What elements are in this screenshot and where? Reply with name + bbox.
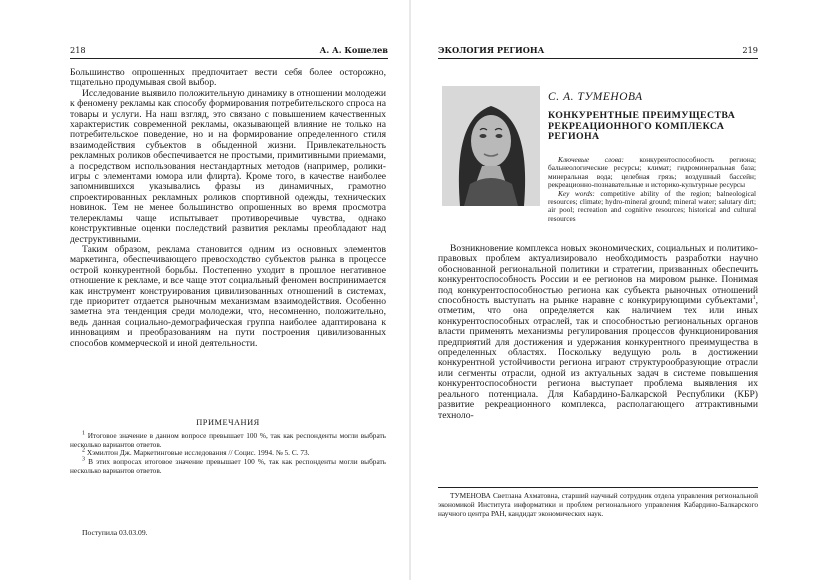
note-mark: 2 bbox=[82, 447, 85, 454]
keywords-en-text: competitive ability of the region; balneological resources; climate; hydro-mineral ground; mineral water; salutary dirt; air pool; recreation and cognitive resources; historical and cultural resources bbox=[548, 188, 756, 223]
paragraph: Таким образом, реклама становится одним из основных элементов маркетинга, обеспечивающего превосходство субъектов рынка в процессе острой конкурентной борьбы. Постепенно уходит в прошлое негативное отношение к рекламе, и все чаще этот социальный феномен воспринимается как инструмент конструирования цивилизованных отношений в системах, где приоритет отдается рыночным механизмам взаимодействия. Особенно заметна эта тенденция среди молодежи, что, несомненно, положительно, ведь данная социально-демографическая группа наиболее адаптирована к инновациям и преобразованиям на пути построения цивилизованных способов коммерческой и иной деятельности. bbox=[70, 243, 386, 349]
keywords-ru-text: конкурентоспособность региона; бальнеологические ресурсы; климат; гидроминеральная база; минеральная вода; целебная грязь; воздушный бассейн; рекреационно-познавательные и историко-культурные ресурсы bbox=[548, 155, 757, 190]
paragraph: Большинство опрошенных предпочитает вести себя более осторожно, тщательно продумывая свой выбор. bbox=[70, 67, 386, 89]
left-body-text bbox=[70, 68, 386, 349]
received-date: Поступила 03.03.09. bbox=[82, 528, 148, 537]
keywords-en bbox=[548, 190, 756, 224]
left-page-number: 218 bbox=[70, 45, 86, 55]
author-bio bbox=[438, 487, 758, 518]
keywords-en-label: Key words: bbox=[558, 188, 595, 198]
keywords-ru-label: Ключевые слова: bbox=[558, 155, 624, 164]
paragraph: Исследование выявило положительную динамику в отношении молодежи к феномену рекламы как способу формирования потребительского спроса на товары и услуги. На наш взгляд, это связано с повышением качественных характеристик современной рекламы, оказывающей влияние не только на потребительское поведение, но и на формирование определенного стиля взаимодействия субъектов в обыденной жизни. Привлекательность рекламных роликов обеспечивается не простыми, примитивными приемами, а посредством использования нестандартных методов (например, ролики-игры с элементами юмора или флирта). Кроме того, в качестве наиболее запомнившихся указывались фразы из динамичных, грамотно спроектированных рекламных роликов спортивной одежды, технических новинок. Тем не менее большинство опрошенных во время просмотра телерекламы чаще испытывает противоречивые чувства, однако конструктивные оценки последствий развития рекламы преобладают над деструктивными. bbox=[70, 87, 386, 245]
right-running-header bbox=[438, 45, 758, 59]
author-bio-text: ТУМЕНОВА Светлана Ахматовна, старший научный сотрудник отдела управления региональной экономикой Института информатики и проблем регионального управления Кабардино-Балкарского научного центра РАН, кандидат экономических наук. bbox=[438, 491, 758, 518]
author-photo bbox=[442, 86, 540, 206]
note-item bbox=[70, 432, 386, 449]
section-title: ЭКОЛОГИЯ РЕГИОНА bbox=[438, 45, 545, 55]
right-page-number: 219 bbox=[742, 45, 758, 55]
right-body-text bbox=[438, 244, 758, 421]
note-item bbox=[70, 458, 386, 475]
note-text: Итоговое значение в данном вопросе превышает 100 %, так как респонденты могли выбрать несколько вариантов ответов. bbox=[70, 431, 387, 449]
body-text-part: Возникновение комплекса новых экономических, социальных и политико-правовых проблем актуализировало необходимость разработки научно обоснованной региональной политики и стратегии, призванных обеспечить конкурентоспособность России и ее регионов на мировом рынке. Понимая под конкурентоспособностью региона как субъекта рыночных отношений способность выступать на рынке наравне с конкурирующими субъектами bbox=[438, 243, 758, 307]
paragraph bbox=[438, 244, 758, 421]
note-mark: 1 bbox=[82, 430, 85, 437]
article-title: КОНКУРЕНТНЫЕ ПРЕИМУЩЕСТВА РЕКРЕАЦИОННОГО КОМПЛЕКСА РЕГИОНА bbox=[548, 110, 736, 143]
left-running-head: А. А. Кошелев bbox=[319, 45, 388, 55]
footnote-ref: 1 bbox=[752, 294, 756, 301]
left-running-header bbox=[70, 45, 388, 59]
portrait-image bbox=[442, 86, 540, 206]
note-text: Хэмилтон Дж. Маркетинговые исследования // Социс. 1994. № 5. С. 73. bbox=[86, 448, 310, 458]
keywords-ru bbox=[548, 156, 756, 190]
body-text-part: , отметим, что она определяется как наличием тех или иных конкурентоспособных отраслей, так и способностью региональных органов власти применять механизмы регулирования процессов функционирования предприятий для достижения и удержания конкурентного преимущества в определенных областях. Поскольку ведущую роль в достижении конкурентной устойчивости региона играют структурообразующие отрасли или сегменты отрасли, одной из актуальных задач в системе повышения конкурентоспособности региона выступает проблема выявления их реального потенциала. Для Кабардино-Балкарской Республики (КБР) развитие рекреационного комплекса, располагающего аттрактивными техноло- bbox=[438, 295, 758, 421]
notes-heading: ПРИМЕЧАНИЯ bbox=[196, 418, 260, 427]
note-mark: 3 bbox=[82, 456, 85, 463]
keywords-block bbox=[548, 156, 756, 223]
note-text: В этих вопросах итоговое значение превышает 100 %, так как респонденты могли выбрать несколько вариантов ответов. bbox=[70, 457, 387, 475]
notes-list bbox=[70, 432, 386, 476]
right-page bbox=[410, 0, 820, 580]
article-author: С. А. ТУМЕНОВА bbox=[548, 91, 643, 103]
